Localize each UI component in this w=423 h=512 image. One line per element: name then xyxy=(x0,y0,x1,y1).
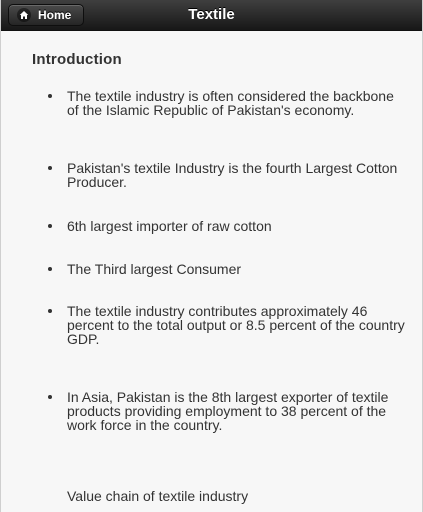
section-heading: Introduction xyxy=(32,51,122,68)
list-item xyxy=(67,219,407,233)
content-area[interactable] xyxy=(1,31,422,512)
bullet-dot xyxy=(48,166,52,170)
bullet-dot xyxy=(48,267,52,271)
list-item-text: In Asia, Pakistan is the 8th largest exporter of textile products providing employment to 38 percent of the work force in the country. xyxy=(67,389,389,433)
value-chain-link[interactable]: Value chain of textile industry xyxy=(67,488,249,504)
list-item-text: The textile industry contributes approximately 46 percent to the total output or 8.5 percent of the country GDP. xyxy=(67,303,405,347)
page-title: Textile xyxy=(188,6,235,23)
list-item-text: The textile industry is often considered the backbone of the Islamic Republic of Pakistan's economy. xyxy=(67,88,394,118)
list-item xyxy=(67,161,407,189)
list-item-text: The Third largest Consumer xyxy=(67,261,242,277)
bullet-dot xyxy=(48,395,52,399)
list-item-text: Pakistan's textile Industry is the fourth Largest Cotton Producer. xyxy=(67,160,398,190)
home-icon xyxy=(17,8,31,22)
bullet-dot xyxy=(48,309,52,313)
list-item xyxy=(67,89,407,117)
bullet-dot xyxy=(48,224,52,228)
bullet-dot xyxy=(48,94,52,98)
list-item xyxy=(67,262,407,276)
home-button[interactable] xyxy=(8,4,84,26)
list-item xyxy=(67,304,407,346)
list-item-text: 6th largest importer of raw cotton xyxy=(67,218,272,234)
header-bar xyxy=(1,0,422,31)
home-button-label: Home xyxy=(38,8,72,22)
list-item xyxy=(67,390,407,432)
